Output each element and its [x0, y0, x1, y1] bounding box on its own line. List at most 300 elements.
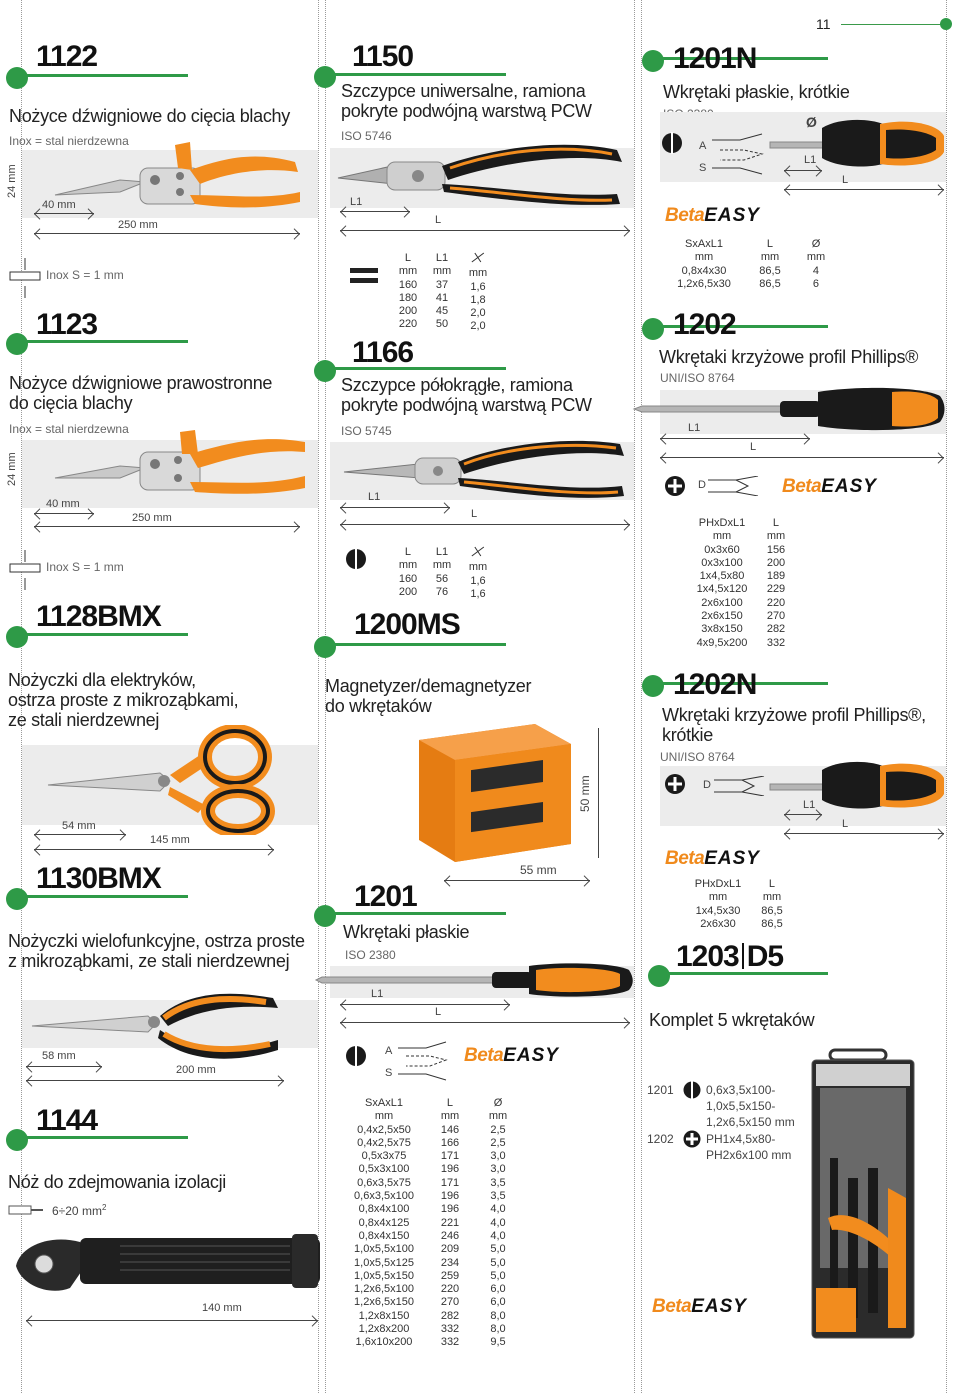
code-underline — [330, 643, 506, 646]
standard-note: UNI/ISO 8764 — [660, 371, 735, 385]
table-cell: 0,5x3x100 — [358, 1163, 410, 1176]
product-code-1201: 1201 — [354, 880, 417, 913]
dimension-arrow — [34, 513, 94, 514]
table-column — [759, 238, 780, 291]
set-line-spec: PH1x4,5x80- — [706, 1132, 776, 1146]
product-code-1150: 1150 — [352, 40, 414, 73]
dimension-arrow — [784, 170, 822, 171]
code-dot — [314, 360, 336, 382]
code-dot — [6, 1129, 28, 1151]
table-cell: 0,6x3,5x75 — [357, 1176, 411, 1189]
set-line-code: 1202 — [647, 1132, 674, 1146]
table-cell: 1,2x8x150 — [358, 1309, 410, 1322]
table-cell: 2,5 — [490, 1123, 506, 1136]
dimension-length: 200 mm — [176, 1064, 216, 1076]
product-code-1128bmx: 1128BMX — [36, 600, 161, 633]
material-note: Inox = stal nierdzewna — [9, 134, 129, 148]
code-underline — [22, 74, 188, 77]
table-cell: 2,5 — [490, 1136, 506, 1149]
magnetizer-image — [415, 720, 575, 865]
table-column — [399, 546, 417, 599]
table-column — [433, 546, 451, 599]
superscript: 2 — [101, 1203, 107, 1212]
table-column — [433, 252, 451, 332]
cable-range: 6÷20 $mm^2$ — [52, 1203, 107, 1218]
product-code-1166: 1166 — [352, 336, 414, 369]
table-cell: 4,0 — [490, 1229, 506, 1242]
table-cell: 209 — [440, 1243, 460, 1256]
wire-stripper-image — [10, 1226, 322, 1298]
table-cell: 146 — [440, 1123, 460, 1136]
table-column — [807, 238, 825, 291]
table-cell: 6 — [812, 277, 820, 290]
table-cell: 189 — [766, 570, 786, 583]
set-line-spec: PH2x6x100 mm — [706, 1148, 792, 1162]
table-cell: 9,5 — [490, 1336, 506, 1349]
table-header-cell: L — [404, 546, 412, 558]
table-cell: 200 — [766, 556, 786, 569]
table-cell: 4x9,5x200 — [696, 636, 748, 649]
table-cell: 0,6x3,5x100 — [354, 1190, 414, 1203]
product-title-line: ostrza proste z mikroząbkami, — [8, 690, 239, 710]
dimension-l: L — [750, 441, 757, 453]
dimension-arrow — [660, 438, 810, 439]
table-header-cell: L1 — [435, 546, 449, 558]
round-jaws-icon — [345, 548, 367, 570]
table-cell: 160 — [398, 278, 418, 291]
table-cell: 6,0 — [490, 1296, 506, 1309]
table-unit-cell: mm — [760, 251, 780, 264]
dimension-height: 24 mm — [6, 164, 18, 198]
spec-table-1166 — [392, 546, 502, 606]
table-unit-cell: mm — [468, 561, 488, 574]
table-cell: 229 — [766, 583, 786, 596]
dimension-d: D — [698, 479, 706, 491]
table-cell: 86,5 — [759, 264, 781, 277]
table-cell: 0,4x2,5x50 — [357, 1123, 411, 1136]
set-line-spec: 0,6x3,5x100- — [706, 1083, 776, 1097]
standard-note: UNI/ISO 8764 — [660, 750, 735, 764]
table-header-cell: Ø — [493, 1097, 503, 1109]
table-header-cell: Ø — [811, 238, 821, 250]
standard-note: ISO 5745 — [341, 424, 392, 438]
dimension-arrow — [34, 526, 300, 527]
dimension-l: L — [435, 214, 442, 226]
product-title: Nóż do zdejmowania izolacji — [8, 1172, 227, 1192]
dimension-arrow — [34, 849, 274, 850]
table-cell: 0,8x4x150 — [358, 1229, 410, 1242]
dimension-l: L — [471, 508, 478, 520]
dimension-arrow — [340, 1004, 510, 1005]
dimension-arrow — [660, 457, 944, 458]
table-cell: 234 — [440, 1256, 460, 1269]
table-unit-cell: mm — [432, 265, 452, 278]
dimension-l: L — [435, 1006, 442, 1018]
product-title-line: Wkrętaki krzyżowe profil Phillips®, — [662, 705, 926, 725]
beta-easy-logo: BetaEASY — [652, 1296, 747, 1317]
table-header-cell: SxAxL1 — [685, 238, 723, 250]
column-divider — [318, 0, 319, 1393]
dimension-height: 24 mm — [6, 452, 18, 486]
table-header-cell: SxAxL1 — [365, 1097, 403, 1109]
product-code-1203d5: 1203 D5 — [676, 940, 784, 973]
dimension-arrow — [26, 1066, 102, 1067]
wire-cut-icon — [469, 546, 487, 561]
phillips-screwdriver-image — [632, 384, 948, 434]
flat-screwdriver-image — [314, 960, 634, 1000]
product-title-line: Nożyczki wielofunkcyjne, ostrza proste — [8, 931, 305, 951]
table-cell: 2,0 — [470, 320, 486, 333]
dimension-arrow — [34, 834, 126, 835]
dimension-blade: 40 mm — [46, 498, 80, 510]
phillips-tip-icon — [664, 475, 686, 497]
product-title: Wkrętaki płaskie, krótkie — [663, 82, 850, 102]
table-unit-cell: mm — [694, 251, 714, 264]
dimension-arrow — [444, 880, 590, 881]
table-cell: 50 — [435, 318, 449, 331]
spec-table-1202 — [690, 517, 800, 657]
spec-table-1202n — [690, 878, 800, 933]
table-unit-cell: mm — [712, 530, 732, 543]
table-cell: 1,0x5,5x150 — [354, 1269, 414, 1282]
spec-table-1150 — [392, 252, 502, 342]
table-cell: 220 — [398, 318, 418, 331]
beta-easy-logo: BetaEASY — [665, 205, 760, 226]
table-cell: 3,5 — [490, 1190, 506, 1203]
set-line-spec: 1,2x6,5x150 mm — [706, 1115, 795, 1129]
table-cell: 196 — [440, 1163, 460, 1176]
product-title-line: do wkrętaków — [325, 696, 432, 716]
code-dot — [6, 67, 28, 89]
code-dot — [642, 50, 664, 72]
table-cell: 156 — [766, 543, 786, 556]
table-cell: 220 — [766, 596, 786, 609]
standard-note: ISO 5746 — [341, 129, 392, 143]
aviation-snips-image — [50, 140, 310, 215]
table-cell: 56 — [435, 572, 449, 585]
table-cell: 6,0 — [490, 1283, 506, 1296]
table-cell: 200 — [398, 585, 418, 598]
table-cell: 160 — [398, 572, 418, 585]
dimension-l1: L1 — [804, 154, 817, 166]
table-cell: 1,8 — [470, 293, 486, 306]
table-unit-cell: mm — [766, 530, 786, 543]
table-cell: 270 — [440, 1296, 460, 1309]
product-title: Nożyce dźwigniowe do cięcia blachy — [9, 106, 290, 126]
dimension-length: 250 mm — [118, 219, 158, 231]
corner-dot — [940, 18, 952, 30]
code-dot — [642, 675, 664, 697]
table-cell: 4 — [812, 264, 820, 277]
table-column — [767, 517, 785, 650]
table-cell: 3,5 — [490, 1176, 506, 1189]
table-cell: 5,0 — [490, 1256, 506, 1269]
table-header-cell: L — [772, 517, 780, 529]
table-unit-cell: mm — [762, 891, 782, 904]
thickness-label: Inox S = 1 mm — [46, 268, 124, 282]
table-unit-cell: mm — [468, 267, 488, 280]
table-cell: 1,2x8x200 — [358, 1323, 410, 1336]
table-cell: 332 — [766, 636, 786, 649]
table-cell: 221 — [440, 1216, 460, 1229]
product-title: Wkrętaki płaskie — [343, 922, 470, 942]
table-cell: 1,0x5,5x100 — [354, 1243, 414, 1256]
dimension-arrow — [26, 1080, 284, 1081]
table-cell: 3,0 — [490, 1150, 506, 1163]
table-cell: 0x3x60 — [704, 543, 740, 556]
table-column — [399, 252, 417, 332]
product-code-1122: 1122 — [36, 40, 98, 73]
table-cell: 0x3x100 — [701, 556, 743, 569]
table-column — [441, 1097, 459, 1350]
table-header-cell: L — [404, 252, 412, 264]
table-header-cell: L1 — [435, 252, 449, 264]
product-code-1202n: 1202N — [673, 668, 757, 701]
dimension-s: S — [699, 162, 707, 174]
table-cell: 171 — [440, 1150, 460, 1163]
dimension-a: A — [385, 1045, 393, 1057]
dimension-l1: L1 — [368, 491, 381, 503]
phillips-tip-icon — [664, 773, 686, 795]
product-title-line: ze stali nierdzewnej — [8, 710, 160, 730]
table-cell: 4,0 — [490, 1203, 506, 1216]
table-cell: 8,0 — [490, 1323, 506, 1336]
product-title-line: pokryte podwójną warstwą PCW — [341, 395, 592, 415]
dimension-arrow — [784, 833, 944, 834]
table-column — [695, 878, 741, 931]
spec-table-1201 — [344, 1097, 520, 1357]
table-cell: 0,8x4x125 — [358, 1216, 410, 1229]
dimension-l1: L1 — [688, 422, 701, 434]
table-cell: 3x8x150 — [701, 623, 743, 636]
table-column — [677, 238, 731, 291]
product-title-line: do cięcia blachy — [9, 393, 133, 413]
dimension-arrow — [340, 230, 630, 231]
table-cell: 86,5 — [761, 917, 783, 930]
stubby-phillips-screwdriver-image — [768, 760, 948, 810]
page-number: 11 — [816, 16, 831, 32]
product-title-line: Szczypce półokrągłe, ramiona — [341, 375, 573, 395]
table-header-cell: L — [766, 238, 774, 250]
dimension-width: 55 mm — [520, 863, 557, 877]
dimension-l1: L1 — [371, 988, 384, 1000]
sheet-thickness-icon — [8, 550, 42, 590]
table-cell: 1,2x6,5x30 — [677, 277, 731, 290]
table-cell: 1,6 — [470, 574, 486, 587]
product-code-1202: 1202 — [673, 308, 736, 341]
dimension-l1: L1 — [803, 799, 816, 811]
table-header-cell: PHxDxL1 — [698, 517, 746, 529]
dimension-arrow — [340, 211, 410, 212]
table-unit-cell: mm — [708, 891, 728, 904]
table-cell: 2x6x100 — [701, 596, 743, 609]
table-cell: 3,0 — [490, 1163, 506, 1176]
code-dot — [314, 636, 336, 658]
table-cell: 0,8x4x100 — [358, 1203, 410, 1216]
dimension-l: L — [842, 174, 849, 186]
code-dot — [6, 888, 28, 910]
cable-icon — [8, 1203, 44, 1217]
table-cell: 0,8x4x30 — [681, 264, 727, 277]
standard-note: ISO 2380 — [345, 948, 396, 962]
product-title-line: z mikroząbkami, ze stali nierdzewnej — [8, 951, 290, 971]
code-dot — [642, 318, 664, 340]
table-cell: 1,2x6,5x100 — [354, 1283, 414, 1296]
table-cell: 282 — [766, 623, 786, 636]
phillips-tip-icon — [683, 1130, 701, 1148]
column-divider — [634, 0, 635, 1393]
code-dot — [6, 333, 28, 355]
aviation-snips-image — [50, 428, 315, 508]
table-cell: 246 — [440, 1229, 460, 1242]
slotted-tip-icon — [683, 1081, 701, 1099]
table-cell: 45 — [435, 305, 449, 318]
dimension-length: 140 mm — [202, 1302, 242, 1314]
code-dot — [314, 66, 336, 88]
table-header-cell: L — [446, 1097, 454, 1109]
dimension-arrow — [784, 189, 944, 190]
table-cell: 5,0 — [490, 1269, 506, 1282]
set-line-code: 1201 — [647, 1083, 674, 1097]
table-unit-cell: mm — [432, 559, 452, 572]
table-cell: 332 — [440, 1323, 460, 1336]
table-cell: 37 — [435, 278, 449, 291]
dimension-arrow — [340, 524, 630, 525]
product-code-1123: 1123 — [36, 308, 98, 341]
table-unit-cell: mm — [488, 1110, 508, 1123]
beta-easy-logo: BetaEASY — [665, 848, 760, 869]
table-cell: 1,6x10x200 — [355, 1336, 413, 1349]
table-cell: 76 — [435, 585, 449, 598]
stubby-screwdriver-image — [768, 118, 948, 168]
table-unit-cell: mm — [374, 1110, 394, 1123]
table-unit-cell: mm — [440, 1110, 460, 1123]
product-code-1130bmx: 1130BMX — [36, 862, 161, 895]
table-cell: 1,0x5,5x125 — [354, 1256, 414, 1269]
table-cell: 166 — [440, 1136, 460, 1149]
dimension-blade: 58 mm — [42, 1050, 76, 1062]
table-cell: 282 — [440, 1309, 460, 1322]
table-cell: 2,0 — [470, 307, 486, 320]
product-code-1200ms: 1200MS — [354, 608, 460, 641]
table-cell: 1x4,5x120 — [696, 583, 748, 596]
phillips-profile-icon — [712, 776, 768, 796]
table-cell: 259 — [440, 1269, 460, 1282]
thickness-label: Inox S = 1 mm — [46, 560, 124, 574]
code-dot — [314, 905, 336, 927]
dimension-height: 50 mm — [578, 775, 592, 812]
dimension-diameter: Ø — [806, 114, 817, 130]
slotted-tip-icon — [345, 1045, 367, 1067]
dimension-blade: 40 mm — [42, 199, 76, 211]
dimension-l1: L1 — [350, 196, 363, 208]
electrician-scissors-image — [40, 725, 280, 835]
table-cell: 180 — [398, 291, 418, 304]
dimension-arrow — [26, 1320, 318, 1321]
dimension-length: 145 mm — [150, 834, 190, 846]
table-cell: 1,6 — [470, 280, 486, 293]
table-cell: 5,0 — [490, 1243, 506, 1256]
table-column — [354, 1097, 414, 1350]
dimension-length: 250 mm — [132, 512, 172, 524]
table-column — [489, 1097, 507, 1350]
table-column — [469, 252, 487, 334]
wire-cut-icon — [469, 252, 487, 267]
dimension-arrow — [784, 814, 822, 815]
table-cell: 0,5x3x75 — [361, 1150, 407, 1163]
blade-profile-icon — [396, 1040, 450, 1082]
product-title: Komplet 5 wkrętaków — [649, 1010, 815, 1030]
dimension-arrow — [34, 233, 300, 234]
column-divider — [641, 0, 642, 1393]
beta-easy-logo: BetaEASY — [464, 1045, 559, 1066]
dimension-arrow — [34, 213, 94, 214]
product-title: Wkrętaki krzyżowe profil Phillips® — [659, 347, 919, 367]
combination-pliers-image — [332, 136, 628, 206]
product-title-line: Magnetyzer/demagnetyzer — [325, 676, 532, 696]
blade-profile-icon — [710, 132, 766, 176]
table-cell: 1x4,5x80 — [699, 570, 745, 583]
product-title-line: Szczypce uniwersalne, ramiona — [341, 81, 586, 101]
table-cell: 1,2x6,5x150 — [354, 1296, 414, 1309]
dimension-d: D — [703, 779, 711, 791]
product-code-1201n: 1201N — [673, 42, 757, 75]
table-cell: 1x4,5x30 — [695, 904, 741, 917]
table-cell: 2x6x150 — [701, 610, 743, 623]
dimension-arrow — [340, 507, 450, 508]
table-cell: 220 — [440, 1283, 460, 1296]
column-divider — [946, 0, 947, 1393]
set-line-spec: 1,0x5,5x150- — [706, 1099, 776, 1113]
table-unit-cell: mm — [398, 265, 418, 278]
slotted-tip-icon — [661, 132, 683, 154]
phillips-profile-icon — [706, 476, 762, 496]
material-note: Inox = stal nierdzewna — [9, 422, 129, 436]
table-header-cell: PHxDxL1 — [694, 878, 742, 890]
dimension-l: L — [842, 818, 849, 830]
table-cell: 4,0 — [490, 1216, 506, 1229]
table-cell: 86,5 — [761, 904, 783, 917]
dimension-s: S — [385, 1067, 393, 1079]
screwdriver-set-package-image — [808, 1048, 918, 1340]
sheet-thickness-icon — [8, 258, 42, 298]
code-dot — [6, 626, 28, 648]
table-cell: 196 — [440, 1190, 460, 1203]
table-cell: 200 — [398, 305, 418, 318]
table-cell: 8,0 — [490, 1309, 506, 1322]
table-cell: 270 — [766, 610, 786, 623]
header-line — [841, 24, 947, 25]
product-title-line: pokryte podwójną warstwą PCW — [341, 101, 592, 121]
table-header-cell: L — [768, 878, 776, 890]
spec-table-1201n — [676, 238, 836, 293]
dimension-blade: 54 mm — [62, 820, 96, 832]
code-dot — [648, 965, 670, 987]
table-cell: 332 — [440, 1336, 460, 1349]
table-cell: 171 — [440, 1176, 460, 1189]
equal-jaws-icon — [350, 266, 380, 286]
table-cell: 0,4x2,5x75 — [357, 1136, 411, 1149]
product-title-line: Nożyczki dla elektryków, — [8, 670, 196, 690]
table-cell: 86,5 — [759, 277, 781, 290]
table-unit-cell: mm — [806, 251, 826, 264]
table-column — [697, 517, 748, 650]
product-code-1144: 1144 — [36, 1104, 98, 1137]
product-title-line: Nożyce dźwigniowe prawostronne — [9, 373, 273, 393]
dimension-a: A — [699, 140, 707, 152]
beta-easy-logo: BetaEASY — [782, 476, 877, 497]
table-cell: 2x6x30 — [700, 917, 736, 930]
